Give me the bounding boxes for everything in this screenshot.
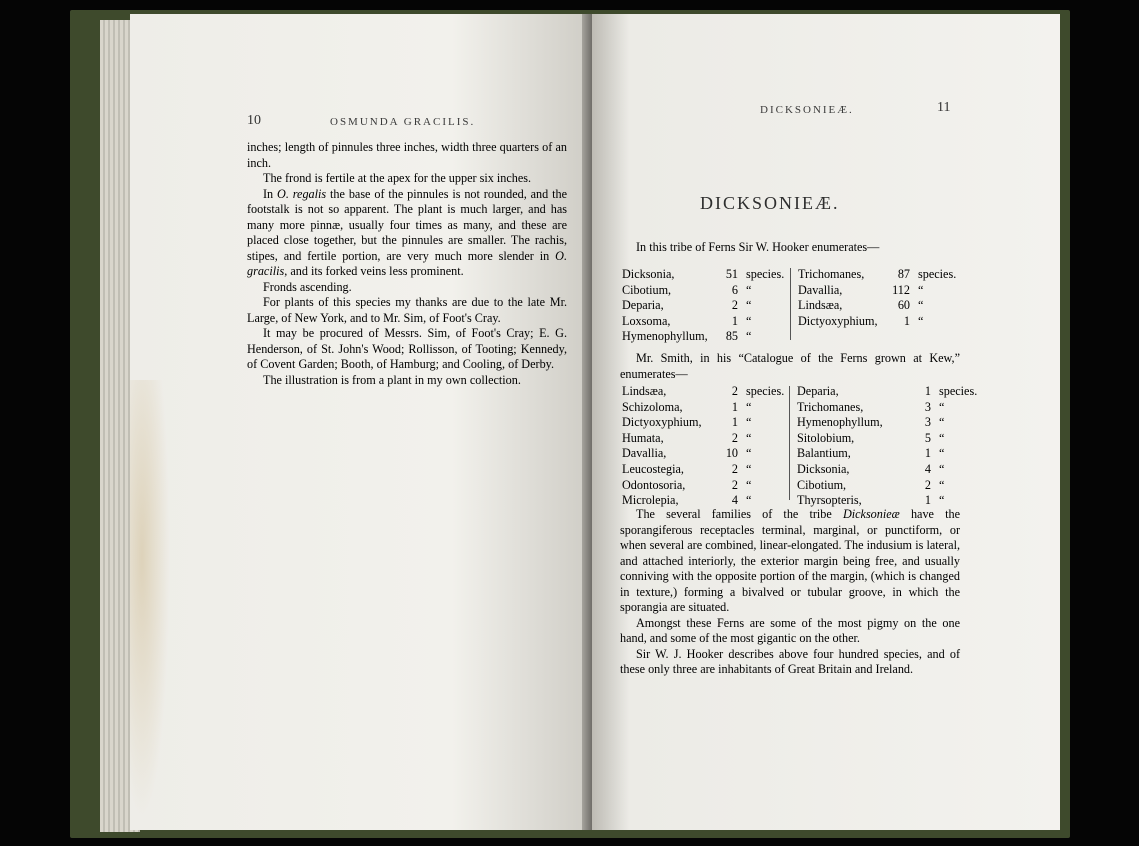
fern-genus-row bbox=[622, 446, 796, 462]
hooker-table-right bbox=[798, 267, 968, 329]
genus-name: Deparia, bbox=[797, 384, 839, 398]
species-count: 1 bbox=[924, 446, 931, 461]
fern-genus-row bbox=[622, 462, 796, 478]
species-count: 3 bbox=[924, 415, 931, 430]
fern-genus-row bbox=[797, 415, 989, 431]
smith-table-divider bbox=[789, 386, 790, 500]
genus-name: Dictyoxyphium, bbox=[798, 313, 878, 328]
species-count: 4 bbox=[731, 493, 738, 508]
genus-name: Cibotium, bbox=[622, 282, 672, 297]
genus-name: Leucostegia, bbox=[622, 461, 684, 476]
right-paragraph: Sir W. J. Hooker describes above four hundred species, and of these only three are inhabitants of Great Britain and Ireland. bbox=[620, 646, 960, 676]
smith-intro-block bbox=[620, 351, 960, 382]
genus-name: Cibotium, bbox=[797, 477, 847, 492]
species-count: 3 bbox=[924, 399, 931, 414]
text-run: the base of the pinnules is not rounded, and the footstalk is not so apparent. The plant is much larger, and has many more pinnæ, usually four times as many, and these are placed close together, but the pinnules are smaller. The rachis, stipes, and fertile portion, are very much more slender in bbox=[247, 186, 567, 263]
species-unit: “ bbox=[746, 430, 752, 445]
genus-name: Dicksonia, bbox=[622, 267, 675, 281]
species-count: 60 bbox=[897, 298, 910, 313]
genus-name: Humata, bbox=[622, 430, 664, 445]
left-page-number: 10 bbox=[247, 113, 261, 128]
species-count: 2 bbox=[731, 384, 738, 398]
species-count: 51 bbox=[725, 267, 738, 281]
genus-name: Hymenophyllum, bbox=[797, 415, 883, 430]
species-count: 2 bbox=[731, 461, 738, 476]
species-count: 112 bbox=[892, 282, 910, 297]
fern-genus-row bbox=[622, 431, 796, 447]
species-count: 2 bbox=[731, 430, 738, 445]
smith-table-right bbox=[797, 384, 989, 509]
species-count: 1 bbox=[924, 493, 931, 508]
genus-name: Davallia, bbox=[622, 446, 667, 461]
species-count: 87 bbox=[897, 267, 910, 281]
genus-name: Microlepia, bbox=[622, 493, 679, 508]
fern-genus-row bbox=[798, 283, 968, 299]
species-count: 10 bbox=[725, 446, 738, 461]
left-paragraph: inches; length of pinnules three inches, width three quarters of an inch. bbox=[247, 140, 567, 170]
genus-name: Dicksonia, bbox=[797, 461, 850, 476]
species-count: 6 bbox=[731, 282, 738, 297]
left-page bbox=[130, 14, 590, 830]
species-unit: “ bbox=[939, 415, 945, 430]
species-unit: “ bbox=[746, 461, 752, 476]
species-unit: species. bbox=[746, 267, 785, 281]
fern-genus-row bbox=[798, 298, 968, 314]
species-count: 2 bbox=[924, 477, 931, 492]
left-paragraph: It may be procured of Messrs. Sim, of Foot's Cray; E. G. Henderson, of St. John's Wood; Rollisson, of Tooting; Kennedy, of Covent Garden; Booth, of Hamburg; and Cooling, of Derby. bbox=[247, 326, 567, 371]
left-page-text bbox=[247, 140, 567, 388]
species-count: 85 bbox=[725, 329, 738, 344]
hooker-table-left bbox=[622, 267, 796, 345]
italic-term: Dicksonieæ bbox=[842, 507, 900, 521]
right-page-text bbox=[620, 507, 960, 678]
text-run: The several families of the tribe bbox=[636, 507, 843, 521]
foxing-stain bbox=[130, 380, 170, 820]
genus-name: Balantium, bbox=[797, 446, 851, 461]
species-unit: “ bbox=[939, 399, 945, 414]
genus-name: Dictyoxyphium, bbox=[622, 415, 702, 430]
left-running-head: OSMUNDA GRACILIS. bbox=[330, 116, 476, 128]
right-paragraph bbox=[620, 507, 960, 616]
italic-term: O. gracilis bbox=[247, 248, 567, 278]
species-unit: species. bbox=[746, 384, 785, 398]
species-unit: “ bbox=[939, 446, 945, 461]
species-unit: species. bbox=[939, 384, 978, 398]
species-unit: “ bbox=[918, 298, 924, 313]
fern-genus-row bbox=[622, 329, 796, 345]
species-count: 1 bbox=[903, 313, 910, 328]
species-unit: “ bbox=[746, 446, 752, 461]
species-unit: “ bbox=[939, 461, 945, 476]
species-unit: “ bbox=[939, 430, 945, 445]
species-unit: “ bbox=[746, 477, 752, 492]
genus-name: Deparia, bbox=[622, 298, 664, 313]
right-page-number: 11 bbox=[937, 100, 951, 115]
species-unit: “ bbox=[939, 493, 945, 508]
species-unit: “ bbox=[746, 399, 752, 414]
fern-genus-row bbox=[797, 400, 989, 416]
species-count: 1 bbox=[731, 415, 738, 430]
text-run: have the sporangiferous receptacles terminal, marginal, or punctiform, or when several are combined, linear-elongated. The indusium is lateral, and attached interiorly, the exterior margin being free, and usually conniving with the opposite portion of the margin, (which is changed in texture,) forming a bivalved or tubular groove, in which the sporangia are situated. bbox=[620, 507, 960, 614]
hooker-intro: In this tribe of Ferns Sir W. Hooker enumerates— bbox=[636, 240, 880, 254]
fern-genus-row bbox=[622, 283, 796, 299]
species-unit: “ bbox=[746, 282, 752, 297]
genus-name: Lindsæa, bbox=[798, 298, 843, 313]
species-count: 4 bbox=[924, 461, 931, 476]
fern-genus-row bbox=[797, 446, 989, 462]
genus-name: Davallia, bbox=[798, 282, 843, 297]
fern-genus-row bbox=[797, 431, 989, 447]
left-paragraph: Fronds ascending. bbox=[263, 279, 352, 294]
fern-genus-row bbox=[622, 384, 796, 400]
species-unit: “ bbox=[918, 282, 924, 297]
species-unit: “ bbox=[918, 313, 924, 328]
species-unit: “ bbox=[746, 493, 752, 508]
left-paragraph bbox=[247, 187, 567, 280]
genus-name: Lindsæa, bbox=[622, 384, 667, 398]
genus-name: Sitolobium, bbox=[797, 430, 855, 445]
species-unit: “ bbox=[746, 415, 752, 430]
hooker-table-divider bbox=[790, 268, 791, 340]
species-unit: species. bbox=[918, 267, 957, 281]
smith-intro: Mr. Smith, in his “Catalogue of the Ferns grown at Kew,” enumerates— bbox=[620, 351, 960, 381]
italic-term: O. regalis bbox=[277, 186, 327, 201]
fern-genus-row bbox=[797, 478, 989, 494]
species-unit: “ bbox=[746, 298, 752, 313]
left-paragraph: The frond is fertile at the apex for the upper six inches. bbox=[263, 171, 532, 185]
species-unit: “ bbox=[746, 313, 752, 328]
fern-genus-row bbox=[798, 267, 968, 283]
fern-genus-row bbox=[622, 400, 796, 416]
fern-genus-row bbox=[622, 298, 796, 314]
fern-genus-row bbox=[798, 314, 968, 330]
species-count: 5 bbox=[924, 430, 931, 445]
genus-name: Hymenophyllum, bbox=[622, 329, 708, 344]
species-count: 2 bbox=[731, 298, 738, 313]
fern-genus-row bbox=[622, 478, 796, 494]
right-paragraph: Amongst these Ferns are some of the most pigmy on the one hand, and some of the most gigantic on the other. bbox=[620, 615, 960, 645]
genus-name: Trichomanes, bbox=[798, 267, 865, 281]
left-paragraph: For plants of this species my thanks are due to the late Mr. Large, of New York, and to Mr. Sim, of Foot's Cray. bbox=[247, 295, 567, 325]
left-paragraph: The illustration is from a plant in my own collection. bbox=[263, 372, 521, 387]
smith-table-left bbox=[622, 384, 796, 509]
species-count: 1 bbox=[731, 399, 738, 414]
hooker-intro-block bbox=[620, 240, 960, 256]
fern-genus-row bbox=[622, 267, 796, 283]
species-unit: “ bbox=[939, 477, 945, 492]
fern-genus-row bbox=[797, 462, 989, 478]
genus-name: Trichomanes, bbox=[797, 399, 864, 414]
species-count: 1 bbox=[924, 384, 931, 398]
species-unit: “ bbox=[746, 329, 752, 344]
text-run: In bbox=[263, 186, 278, 201]
fern-genus-row bbox=[622, 415, 796, 431]
species-count: 2 bbox=[731, 477, 738, 492]
genus-name: Loxsoma, bbox=[622, 313, 671, 328]
fern-genus-row bbox=[797, 384, 989, 400]
right-running-head: DICKSONIEÆ. bbox=[760, 104, 854, 116]
species-count: 1 bbox=[731, 313, 738, 328]
genus-name: Thyrsopteris, bbox=[797, 493, 862, 508]
genus-name: Schizoloma, bbox=[622, 399, 683, 414]
genus-name: Odontosoria, bbox=[622, 477, 686, 492]
chapter-title: DICKSONIEÆ. bbox=[700, 193, 840, 213]
text-run: , and its forked veins less prominent. bbox=[284, 264, 464, 278]
fern-genus-row bbox=[622, 314, 796, 330]
